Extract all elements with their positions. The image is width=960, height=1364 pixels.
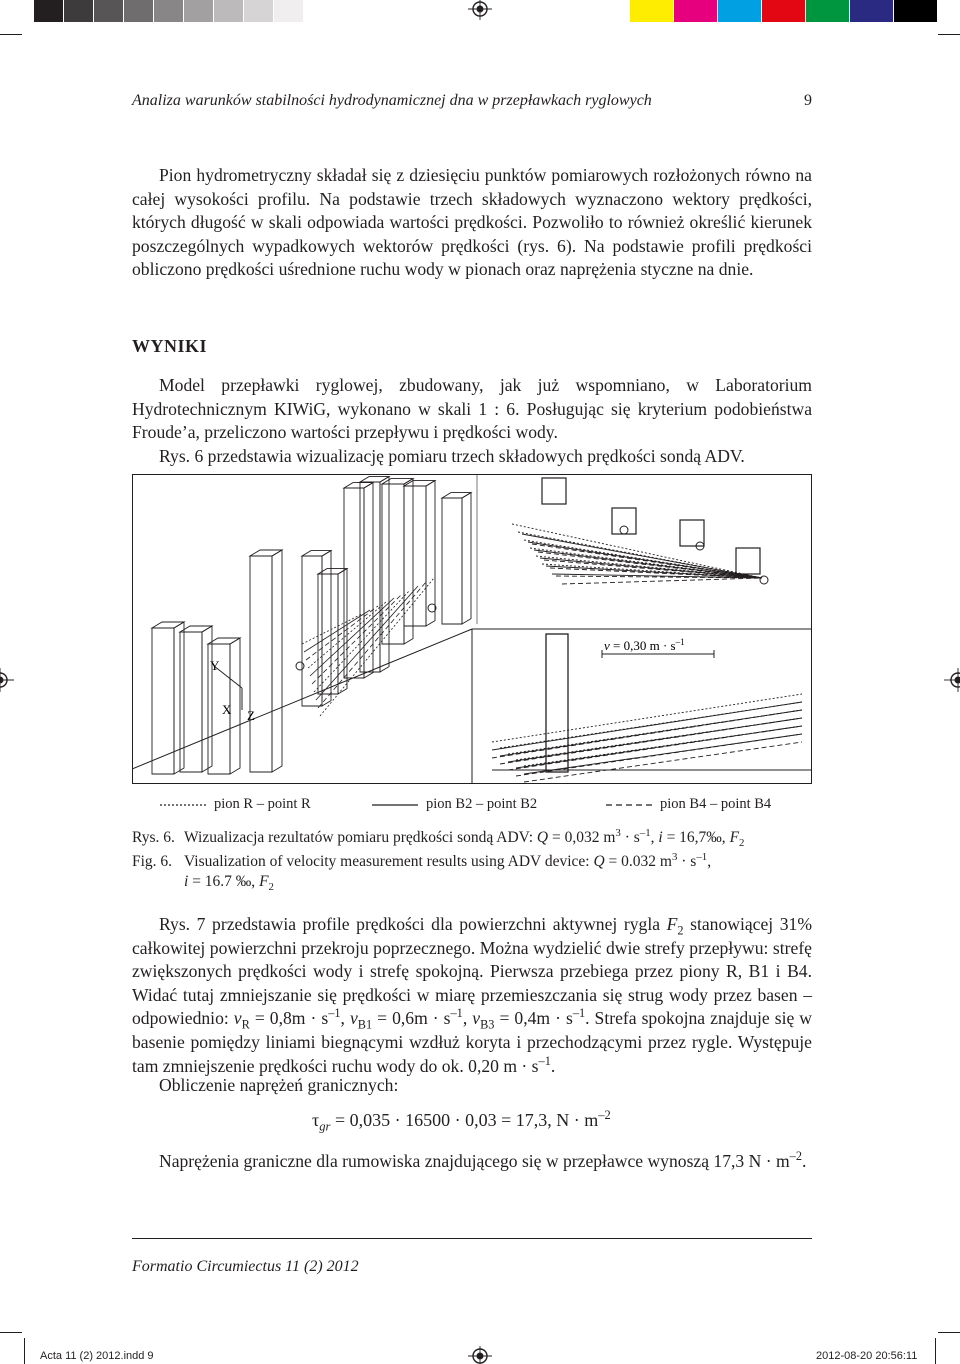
- velocity-vector: [320, 578, 434, 716]
- paragraph-results: Rys. 7 przedstawia profile prędkości dla powierzchni aktywnej rygla $F_2$ stanowiącej 31% całkowitej powierzchni przekroju poprzecznego. Można wydzielić dwie strefy przepływu: strefę zwiększonych prędkości wody i strefę spokojną. Pierwsza przebiega przez piony R, B1 i B4. Widać tutaj zmniejszanie się prędkości w miarę przemieszczania się strug wody przez basen – odpowiednio: $v_R = 0,8m \cdot s^{-1}$, $v_{B1} = 0,6m \cdot s^{-1}$, $v_{B3} = 0,4m \cdot s^{-1}$. Strefa spokojna znajduje się w basenie pomiędzy liniami biegnącymi wzdłuż koryta i przechodzącymi przez rygle. Występuje tam zmniejszenie prędkości ruchu wody do ok. 0,20 $m \cdot s^{-1}$.: [132, 914, 813, 1076]
- shear-stress-formula: $\tau_{gr} = 0,035 \cdot 16500 \cdot 0,03 = 17,3$, $N \cdot m^{-2}$: [312, 1108, 611, 1134]
- page-number: 9: [804, 92, 812, 109]
- rigle-pillar: [442, 493, 471, 624]
- crop-mark: [938, 34, 960, 35]
- crop-mark: [935, 1338, 936, 1364]
- grey-swatch: [64, 0, 93, 22]
- crop-mark: [938, 1332, 960, 1333]
- plan-vector: [534, 550, 762, 578]
- crop-mark: [0, 1332, 22, 1333]
- measurement-point-icon: [296, 662, 304, 670]
- caption-polish: Rys. 6. Wizualizacja rezultatów pomiaru prędkości sondą ADV: Q = 0,032 $m^3 \cdot s^{-1}$, i = 16,7‰, $F_2$: [132, 826, 745, 850]
- grey-swatch: [274, 0, 303, 22]
- figure-legend: [160, 796, 800, 820]
- grey-swatch: [124, 0, 153, 22]
- profile-vector: [524, 742, 802, 782]
- velocity-vector: [318, 582, 426, 708]
- rigle-pillar: [344, 483, 373, 678]
- measurement-point-icon: [620, 526, 628, 534]
- scale-label: v = 0,30 $m \cdot s^{-1}$: [604, 637, 685, 653]
- process-swatch: [806, 0, 849, 22]
- rigle-plan-box: [546, 634, 568, 772]
- paragraph-model: Model przepławki ryglowej, zbudowany, jak już wspomniano, w Laboratorium Hydrotechnicznym KIWiG, wykonano w skali 1 : 6. Posługując się kryterium podobieństwa Froude’a, przeliczono wartości przepływu i prędkości wody.: [132, 375, 812, 443]
- rigle-plan-box: [612, 508, 636, 534]
- registration-mark-icon: [0, 666, 16, 694]
- process-swatch: [630, 0, 673, 22]
- running-title: Analiza warunków stabilności hydrodynamicznej dna w przepławkach ryglowych: [132, 92, 652, 109]
- grey-swatch: [154, 0, 183, 22]
- crop-mark: [24, 1338, 25, 1364]
- grey-swatch: [184, 0, 213, 22]
- journal-footer: Formatio Circumiectus 11 (2) 2012: [132, 1258, 359, 1275]
- rigle-pillar: [382, 479, 413, 644]
- rigle-pillar: [152, 622, 184, 774]
- running-header: [132, 92, 812, 110]
- paragraph-methods: Pion hydrometryczny składał się z dziesięciu punktów pomiarowych rozłożonych równo na całej wysokości profilu. Na podstawie trzech składowych wyznaczono wektory prędkości, których długość w skali odpowiada wartości prędkości. Pozwoliło to również określić kierunek poszczególnych wypadkowych wektorów prędkości (rys. 6). Na podstawie profili prędkości obliczono prędkości uśrednione ruchu wody w pionach oraz naprężenia styczne na dnie.: [132, 165, 812, 280]
- grey-swatch: [94, 0, 123, 22]
- paragraph-conclusion: Naprężenia graniczne dla rumowiska znajdującego się w przepławce wynoszą 17,3 $N \cdot m^{-2}$.: [159, 1149, 807, 1171]
- rigle-pillar: [250, 550, 282, 772]
- slug-timestamp: 2012-08-20 20:56:11: [816, 1350, 918, 1362]
- rigle-pillar: [180, 626, 212, 772]
- rigle-plan-box: [736, 548, 760, 574]
- velocity-vector: [314, 590, 410, 692]
- axis-x-label: X: [222, 702, 232, 717]
- profile-vector: [492, 694, 802, 742]
- legend-item-r: pion R – point R: [214, 796, 311, 812]
- axis-z-label: Z: [247, 708, 255, 723]
- velocity-vector: [310, 598, 394, 676]
- process-swatch: [762, 0, 805, 22]
- paragraph-stress-intro: Obliczenie naprężeń granicznych:: [159, 1075, 399, 1095]
- legend-item-b4: pion B4 – point B4: [660, 796, 772, 812]
- axis-y-label: Y: [210, 658, 220, 673]
- paragraph-figure-ref: Rys. 6 przedstawia wizualizację pomiaru trzech składowych prędkości sondą ADV.: [159, 446, 745, 466]
- section-heading: WYNIKI: [132, 336, 208, 356]
- registration-mark-icon: [466, 0, 494, 22]
- grey-swatch: [34, 0, 63, 22]
- plan-vector: [512, 524, 762, 578]
- velocity-vector: [312, 594, 402, 684]
- measurement-point-icon: [760, 576, 768, 584]
- slug-file: Acta 11 (2) 2012.indd 9: [40, 1350, 154, 1362]
- velocity-vector: [306, 606, 378, 660]
- process-swatch: [718, 0, 761, 22]
- process-swatch: [850, 0, 893, 22]
- grey-swatch: [214, 0, 243, 22]
- rigle-plan-box: [542, 478, 566, 504]
- velocity-vector: [302, 614, 362, 644]
- registration-mark-icon: [466, 1344, 494, 1364]
- caption-english: Fig. 6. Visualization of velocity measurement results using ADV device: Q = 0.032 $m^3 \cdot s^{-1}$, i = 16.7 ‰, $F_2$: [132, 850, 712, 894]
- adv-visualization-figure: [132, 474, 812, 784]
- process-swatch: [674, 0, 717, 22]
- grey-swatch: [244, 0, 273, 22]
- profile-vector: [492, 710, 802, 758]
- footer-rule: [132, 1238, 812, 1239]
- legend-item-b2: pion B2 – point B2: [426, 796, 538, 812]
- crop-mark: [0, 34, 22, 35]
- registration-mark-icon: [944, 666, 960, 694]
- process-swatch: [894, 0, 937, 22]
- plan-vector: [562, 578, 762, 584]
- profile-vector: [492, 702, 802, 750]
